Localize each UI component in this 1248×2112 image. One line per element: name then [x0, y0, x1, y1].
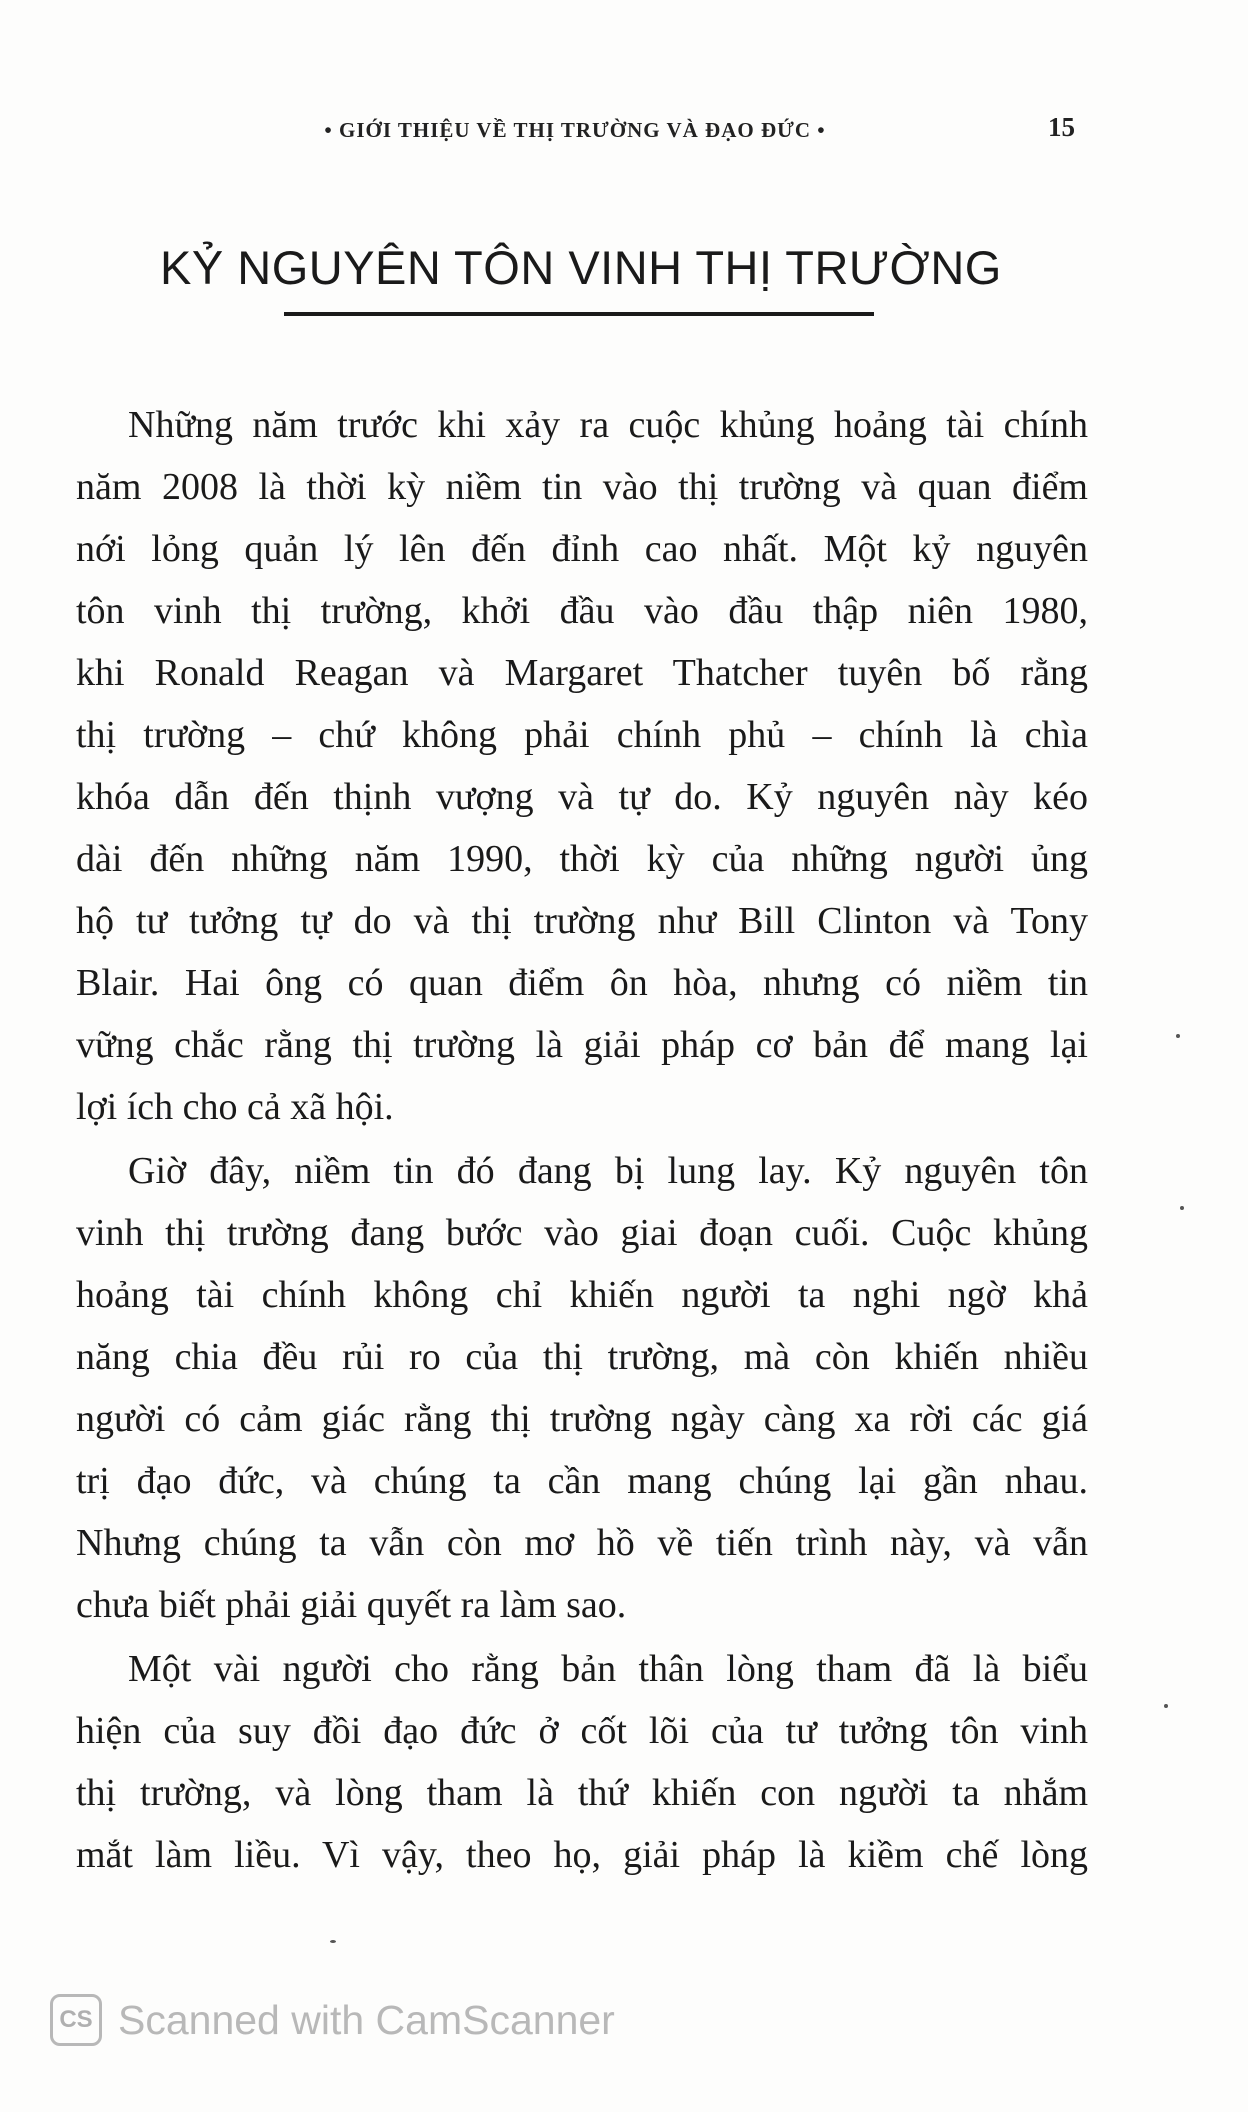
title-underline — [284, 312, 874, 316]
text-line: hiện của suy đồi đạo đức ở cốt lõi của tư tưởng tôn vinh — [76, 1710, 1088, 1752]
text-line: Một vài người cho rằng bản thân lòng tham đã là biểu — [128, 1648, 1088, 1690]
running-header: • GIỚI THIỆU VỀ THỊ TRƯỜNG VÀ ĐẠO ĐỨC • — [324, 118, 826, 142]
chapter-title: KỶ NGUYÊN TÔN VINH THỊ TRƯỜNG — [160, 241, 1002, 294]
text-line: khi Ronald Reagan và Margaret Thatcher tuyên bố rằng — [76, 652, 1088, 694]
text-line: tôn vinh thị trường, khởi đầu vào đầu thập niên 1980, — [76, 590, 1088, 632]
text-line: dài đến những năm 1990, thời kỳ của những người ủng — [76, 838, 1088, 880]
page-number: 15 — [1048, 112, 1075, 142]
paragraph — [76, 1638, 1088, 1886]
text-line: nới lỏng quản lý lên đến đỉnh cao nhất. Một kỷ nguyên — [76, 528, 1088, 570]
scan-speck — [1164, 1704, 1168, 1708]
text-line: vững chắc rằng thị trường là giải pháp cơ bản để mang lại — [76, 1024, 1088, 1066]
text-line: người có cảm giác rằng thị trường ngày càng xa rời các giá — [76, 1398, 1088, 1440]
body-text — [76, 394, 1088, 1886]
text-line: thị trường – chứ không phải chính phủ – chính là chìa — [76, 714, 1088, 756]
text-line: mắt làm liều. Vì vậy, theo họ, giải pháp là kiềm chế lòng — [76, 1834, 1088, 1876]
text-line: khóa dẫn đến thịnh vượng và tự do. Kỷ nguyên này kéo — [76, 776, 1088, 818]
scan-speck — [330, 1940, 336, 1943]
scan-speck — [1176, 1034, 1180, 1038]
text-line: lợi ích cho cả xã hội. — [76, 1086, 394, 1128]
text-line: năng chia đều rủi ro của thị trường, mà còn khiến nhiều — [76, 1336, 1088, 1378]
text-line: Nhưng chúng ta vẫn còn mơ hồ về tiến trình này, và vẫn — [76, 1522, 1088, 1564]
paragraph — [76, 394, 1088, 1138]
paragraph — [76, 1140, 1088, 1636]
text-line: thị trường, và lòng tham là thứ khiến con người ta nhắm — [76, 1772, 1088, 1814]
camscanner-watermark — [50, 1990, 615, 2050]
text-line: Những năm trước khi xảy ra cuộc khủng hoảng tài chính — [128, 404, 1088, 446]
scan-speck — [1180, 1206, 1184, 1210]
watermark-text: Scanned with CamScanner — [118, 1996, 615, 2043]
text-line: vinh thị trường đang bước vào giai đoạn cuối. Cuộc khủng — [76, 1212, 1088, 1254]
text-line: chưa biết phải giải quyết ra làm sao. — [76, 1584, 627, 1626]
text-line: Giờ đây, niềm tin đó đang bị lung lay. Kỷ nguyên tôn — [128, 1150, 1088, 1192]
text-line: Blair. Hai ông có quan điểm ôn hòa, nhưng có niềm tin — [76, 962, 1088, 1004]
camscanner-logo-icon: CS — [50, 1994, 102, 2046]
text-line: hoảng tài chính không chỉ khiến người ta nghi ngờ khả — [76, 1274, 1088, 1316]
text-line: hộ tư tưởng tự do và thị trường như Bill Clinton và Tony — [76, 900, 1088, 942]
text-line: năm 2008 là thời kỳ niềm tin vào thị trường và quan điểm — [76, 466, 1088, 508]
text-line: trị đạo đức, và chúng ta cần mang chúng lại gần nhau. — [76, 1460, 1088, 1502]
